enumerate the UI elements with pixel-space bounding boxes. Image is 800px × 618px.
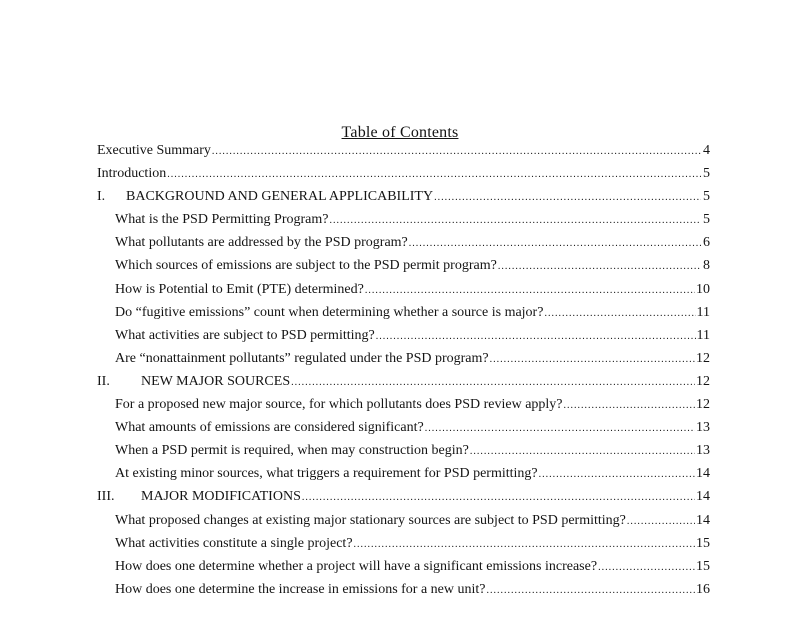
- toc-section-major-modifications[interactable]: [97, 489, 710, 512]
- toc-entry-label: What amounts of emissions are considered significant?: [115, 420, 424, 436]
- toc-entry-page: 4: [703, 143, 710, 158]
- toc-entry-label: Do “fugitive emissions” count when determining whether a source is major?: [115, 304, 544, 320]
- dot-leader: [544, 308, 695, 319]
- dot-leader: [376, 331, 696, 342]
- toc-section-number: I.: [97, 189, 106, 205]
- toc-list: [97, 143, 710, 605]
- toc-entry-page: 5: [703, 166, 710, 182]
- toc-entry-label: Are “nonattainment pollutants” regulated under the PSD program?: [115, 350, 489, 366]
- toc-entry-page: 13: [696, 420, 710, 436]
- dot-leader: [291, 377, 695, 388]
- toc-entry[interactable]: [97, 397, 710, 420]
- dot-leader: [564, 400, 695, 411]
- toc-entry[interactable]: [97, 212, 710, 235]
- toc-entry-label: Which sources of emissions are subject to the PSD permit program?: [115, 258, 497, 274]
- toc-entry[interactable]: [97, 582, 710, 605]
- toc-entry-introduction[interactable]: [97, 166, 710, 189]
- toc-entry[interactable]: [97, 536, 710, 559]
- toc-section-new-major-sources[interactable]: [97, 374, 710, 397]
- toc-entry-page: 8: [703, 258, 710, 274]
- toc-entry[interactable]: [97, 235, 710, 258]
- toc-entry[interactable]: [97, 351, 710, 374]
- dot-leader: [490, 354, 695, 365]
- toc-entry-page: 16: [696, 581, 710, 597]
- toc-entry-label: What activities are subject to PSD permitting?: [115, 327, 375, 343]
- toc-section-background[interactable]: [97, 189, 710, 212]
- dot-leader: [365, 285, 695, 296]
- dot-leader: [598, 562, 695, 573]
- toc-entry-label: At existing minor sources, what triggers a requirement for PSD permitting?: [115, 466, 538, 482]
- toc-entry-label: Executive Summary: [97, 143, 211, 158]
- dot-leader: [329, 215, 701, 226]
- toc-entry-page: 12: [696, 397, 710, 413]
- dot-leader: [409, 238, 701, 249]
- toc-entry-label: When a PSD permit is required, when may construction begin?: [115, 443, 469, 459]
- dot-leader: [354, 539, 695, 550]
- dot-leader: [167, 169, 701, 180]
- toc-entry-page: 14: [696, 489, 710, 505]
- dot-leader: [425, 423, 695, 434]
- toc-entry[interactable]: [97, 305, 710, 328]
- toc-entry-label: Introduction: [97, 166, 167, 182]
- toc-entry[interactable]: [97, 282, 710, 305]
- toc-entry-page: 11: [696, 304, 710, 320]
- toc-entry[interactable]: [97, 513, 710, 536]
- toc-entry-page: 6: [703, 235, 710, 251]
- toc-entry-page: 15: [696, 558, 710, 574]
- toc-entry[interactable]: [97, 420, 710, 443]
- toc-entry-page: 5: [703, 212, 710, 228]
- dot-leader: [539, 469, 695, 480]
- toc-entry-executive-summary[interactable]: [97, 143, 710, 166]
- toc-section-number: II.: [97, 373, 110, 389]
- toc-section-label: BACKGROUND AND GENERAL APPLICABILITY: [126, 189, 434, 205]
- dot-leader: [434, 192, 701, 203]
- toc-entry-page: 13: [696, 443, 710, 459]
- toc-entry-label: What activities constitute a single project?: [115, 535, 353, 551]
- toc-entry[interactable]: [97, 559, 710, 582]
- toc-entry-page: 14: [696, 512, 710, 528]
- toc-entry-label: For a proposed new major source, for which pollutants does PSD review apply?: [115, 397, 563, 413]
- toc-section-label: NEW MAJOR SOURCES: [141, 373, 291, 389]
- toc-entry-page: 15: [696, 535, 710, 551]
- dot-leader: [302, 492, 695, 503]
- toc-entry[interactable]: [97, 466, 710, 489]
- toc-entry-page: 14: [696, 466, 710, 482]
- toc-entry-page: 12: [696, 373, 710, 389]
- dot-leader: [470, 446, 695, 457]
- toc-entry-label: How does one determine whether a project will have a significant emissions increase?: [115, 558, 598, 574]
- toc-entry-label: What proposed changes at existing major stationary sources are subject to PSD permitting?: [115, 512, 626, 528]
- toc-entry-page: 5: [703, 189, 710, 205]
- dot-leader: [212, 146, 701, 157]
- toc-entry-page: 11: [696, 327, 710, 343]
- toc-entry[interactable]: [97, 258, 710, 281]
- toc-entry-label: What pollutants are addressed by the PSD program?: [115, 235, 408, 251]
- toc-entry-label: How is Potential to Emit (PTE) determined?: [115, 281, 364, 297]
- dot-leader: [498, 261, 701, 272]
- toc-entry-page: 10: [696, 281, 710, 297]
- dot-leader: [627, 516, 695, 527]
- toc-entry-label: What is the PSD Permitting Program?: [115, 212, 329, 228]
- toc-entry-page: 12: [696, 350, 710, 366]
- toc-section-label: MAJOR MODIFICATIONS: [141, 489, 301, 505]
- toc-entry[interactable]: [97, 443, 710, 466]
- dot-leader: [487, 585, 695, 596]
- toc-entry[interactable]: [97, 328, 710, 351]
- toc-title: Table of Contents: [341, 124, 459, 141]
- toc-entry-label: How does one determine the increase in emissions for a new unit?: [115, 581, 486, 597]
- toc-section-number: III.: [97, 489, 115, 505]
